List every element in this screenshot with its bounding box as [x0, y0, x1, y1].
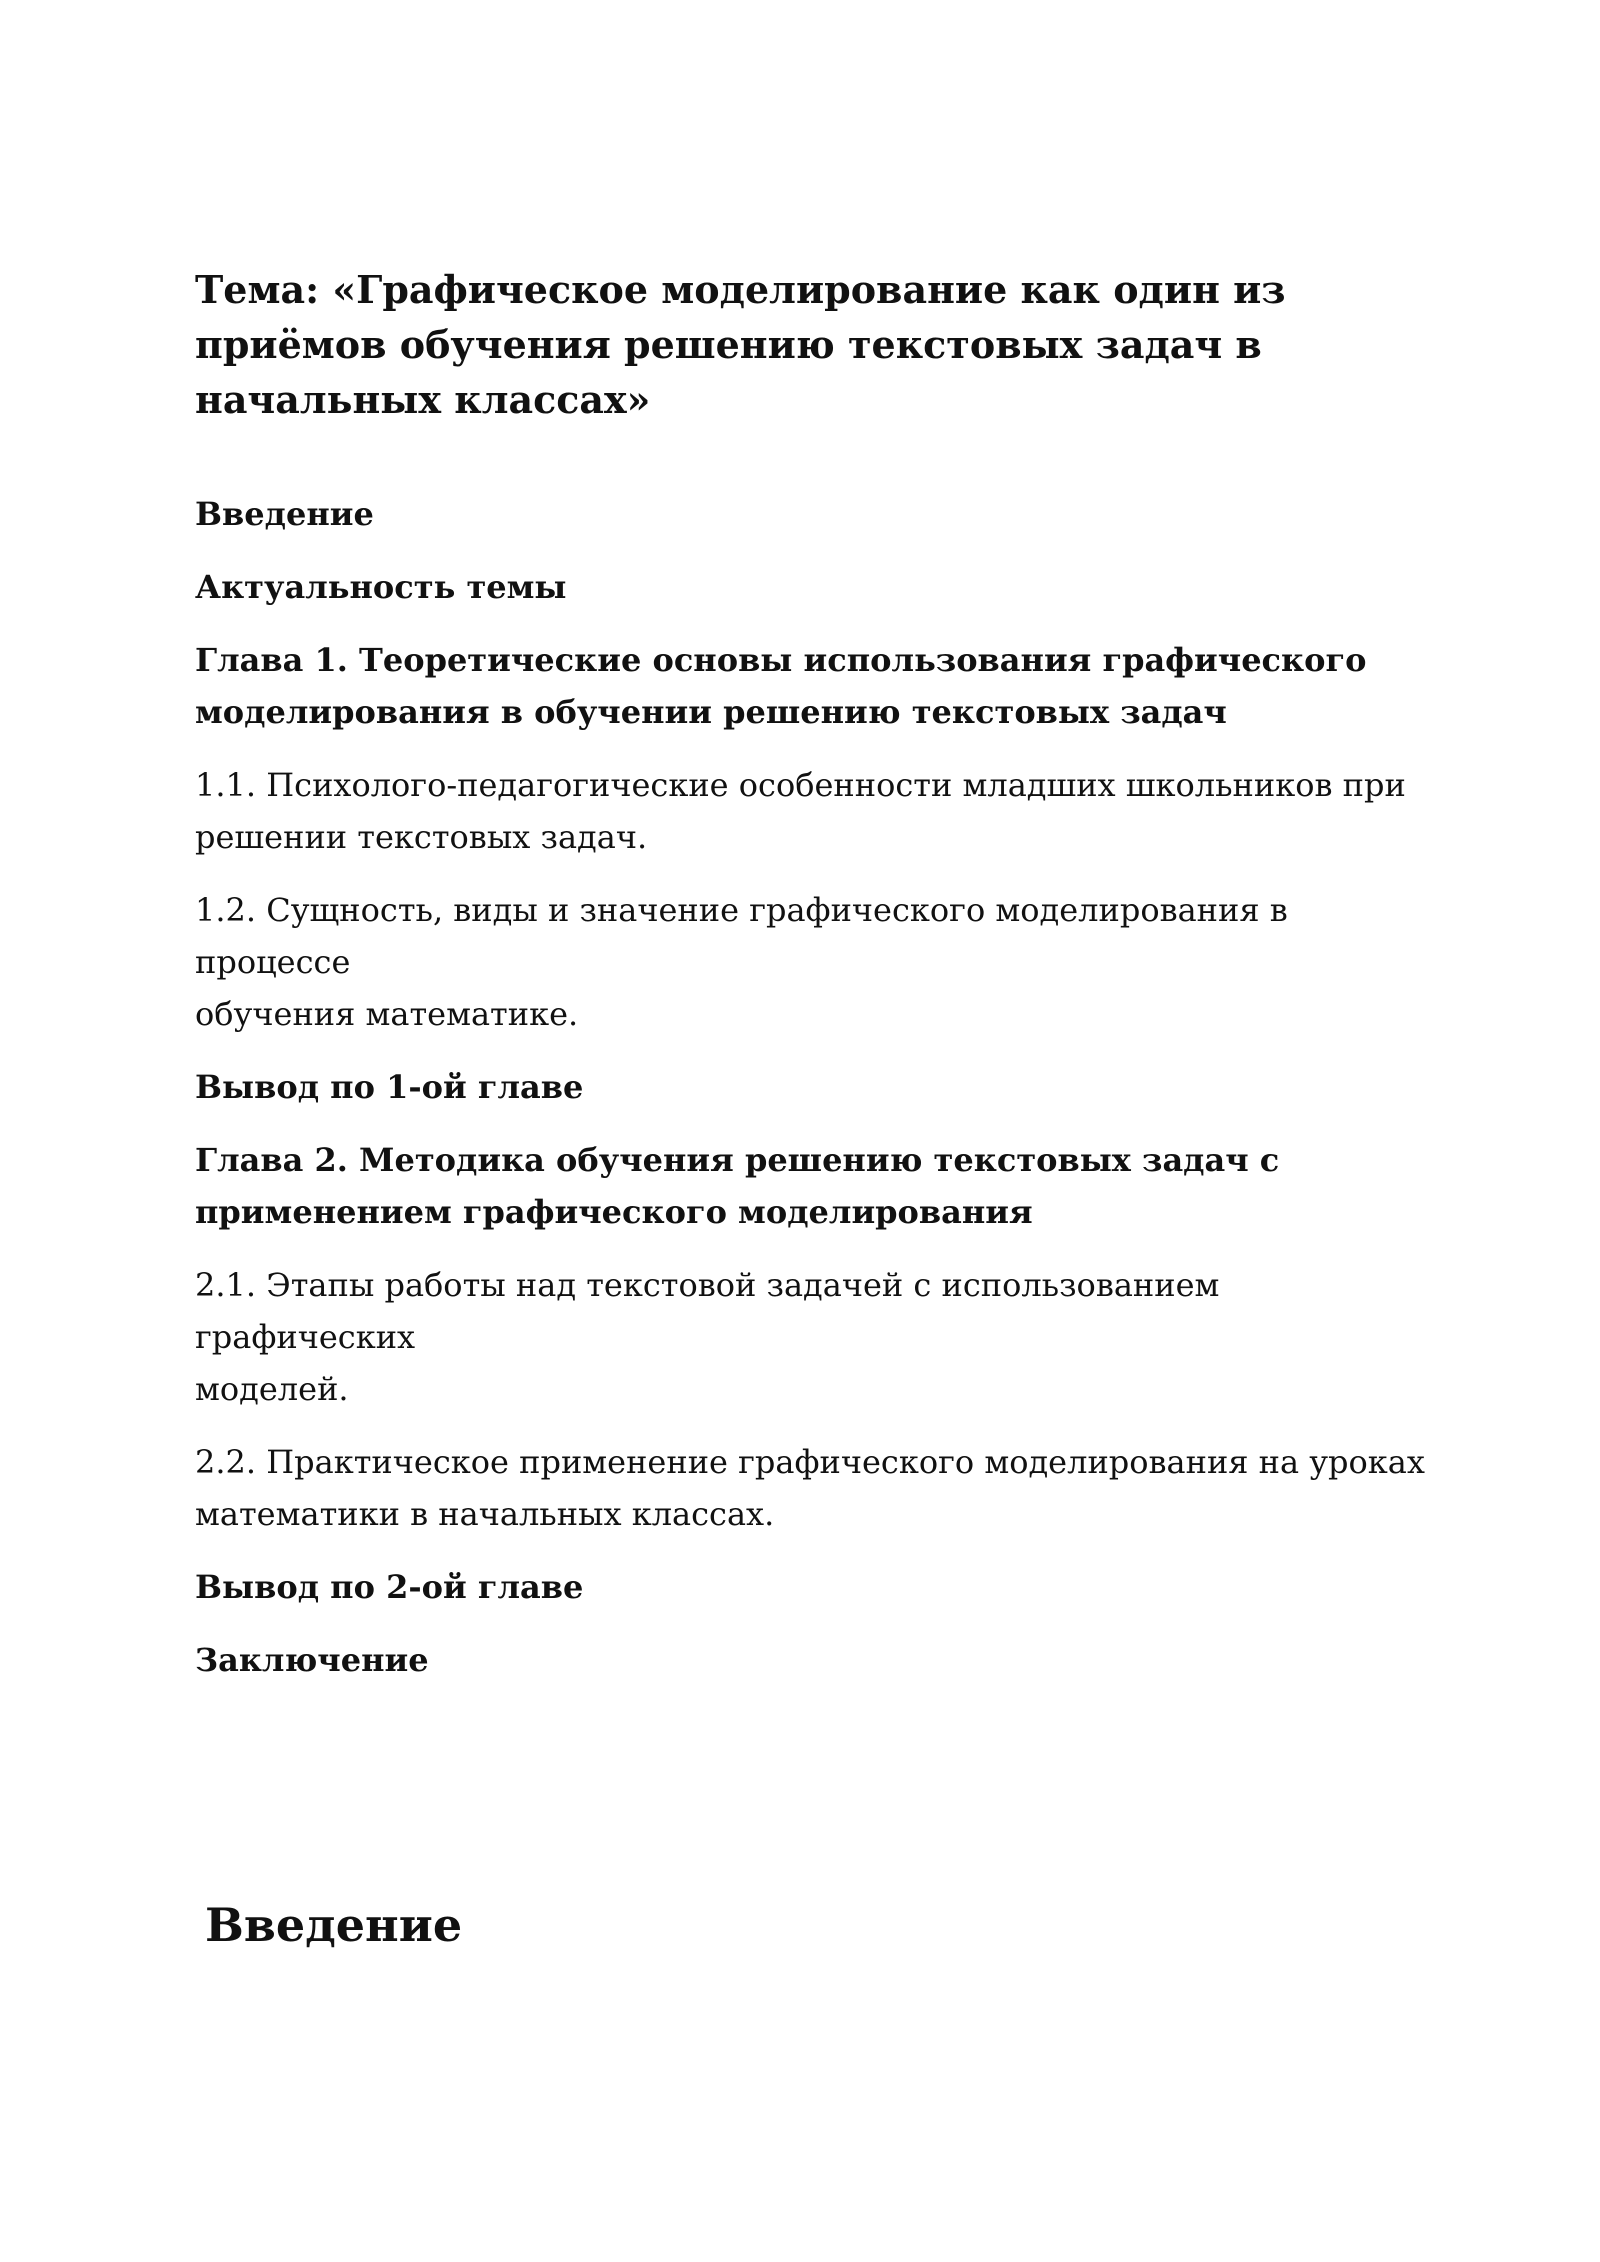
toc-item-conclusion: Заключение: [195, 1641, 429, 1679]
toc-item-section-2-1: 2.1. Этапы работы над текстовой задачей с использованием графических моделей.: [195, 1266, 1220, 1408]
document-title: Тема: «Графическое моделирование как один из приёмов обучения решению текстовых задач в начальных классах»: [195, 267, 1286, 422]
table-of-contents: [195, 488, 1445, 1707]
toc-item-chapter-2: Глава 2. Методика обучения решению текстовых задач с применением графического моделирования: [195, 1141, 1280, 1231]
toc-item-chapter-2-conclusion: Вывод по 2-ой главе: [195, 1568, 584, 1606]
toc-item-chapter-1: Глава 1. Теоретические основы использования графического моделирования в обучении решению текстовых задач: [195, 641, 1367, 731]
toc-item-relevance: Актуальность темы: [195, 568, 567, 606]
toc-item-section-2-2: 2.2. Практическое применение графического моделирования на уроках математики в начальных классах.: [195, 1443, 1425, 1533]
toc-item-section-1-2: 1.2. Сущность, виды и значение графического моделирования в процессе обучения математике.: [195, 891, 1288, 1033]
toc-item-section-1-1: 1.1. Психолого-педагогические особенности младших школьников при решении текстовых задач.: [195, 766, 1406, 856]
toc-item-introduction: Введение: [195, 495, 374, 533]
introduction-heading: Введение: [205, 1898, 463, 1952]
toc-item-chapter-1-conclusion: Вывод по 1-ой главе: [195, 1068, 584, 1106]
